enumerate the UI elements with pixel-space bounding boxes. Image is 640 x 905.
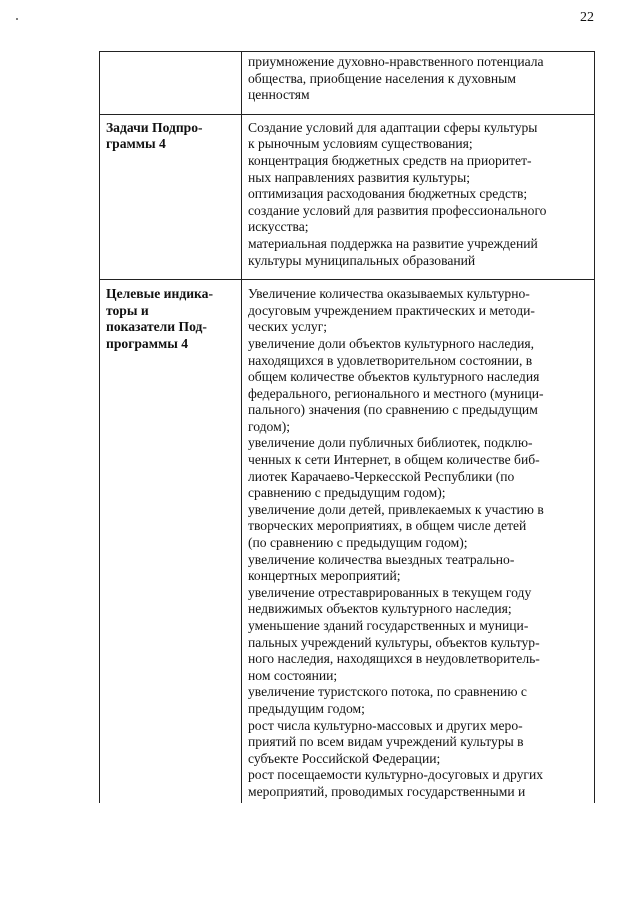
text-line: пальных учреждений культуры, объектов культур- [248, 634, 540, 650]
text-line: культуры муниципальных образований [248, 252, 476, 268]
text-line: общества, приобщение населения к духовным [248, 70, 516, 86]
text-line: сравнению с предыдущим годом); [248, 485, 446, 501]
label-line: показатели Под- [106, 319, 207, 335]
text-line: мероприятий, проводимых государственными и [248, 783, 526, 799]
text-line: Увеличение количества оказываемых культурно- [248, 286, 530, 302]
row-label-tasks [100, 114, 242, 279]
text-line: ных направлениях развития культуры; [248, 169, 470, 185]
text-line: пального) значения (по сравнению с предыдущим [248, 402, 538, 418]
text-line: увеличение количества выездных театрально- [248, 551, 515, 567]
text-line: находящихся в удовлетворительном состоянии, в [248, 352, 533, 368]
text-line: общем количестве объектов культурного наследия [248, 369, 540, 385]
text-line: ном состоянии; [248, 667, 338, 683]
text-line: увеличение доли объектов культурного наследия, [248, 335, 535, 351]
row-label-indicators [100, 280, 242, 803]
row-content-indicators [242, 280, 595, 803]
scan-speck [16, 18, 18, 20]
text-line: ного наследия, находящихся в неудовлетворитель- [248, 651, 540, 667]
subprogram-passport-table [99, 51, 595, 803]
text-line: увеличение отреставрированных в текущем году [248, 584, 532, 600]
table-row [100, 280, 595, 803]
label-line: торы и [106, 302, 149, 318]
text-line: федерального, регионального и местного (муници- [248, 385, 544, 401]
text-line: искусства; [248, 219, 309, 235]
text-line: оптимизация расходования бюджетных средств; [248, 186, 528, 202]
text-line: субъекте Российской Федерации; [248, 750, 441, 766]
text-line: рост посещаемости культурно-досуговых и других [248, 767, 544, 783]
text-line: увеличение туристского потока, по сравнению с [248, 684, 527, 700]
text-line: к рыночным условиям существования; [248, 136, 473, 152]
text-line: ценностям [248, 87, 310, 103]
text-line: (по сравнению с предыдущим годом); [248, 535, 468, 551]
text-line: предыдущим годом; [248, 700, 365, 716]
text-line: уменьшение зданий государственных и муници- [248, 618, 529, 633]
text-line: годом); [248, 418, 291, 434]
row-content [242, 52, 595, 115]
row-content-tasks [242, 114, 595, 279]
text-line: творческих мероприятиях, в общем числе детей [248, 518, 527, 534]
label-line: Задачи Подпро- [106, 119, 203, 135]
row-label-empty [100, 52, 242, 115]
text-line: увеличение доли детей, привлекаемых к участию в [248, 501, 544, 517]
label-line: программы 4 [106, 335, 189, 351]
text-line: приятий по всем видам учреждений культуры в [248, 734, 524, 750]
text-line: досуговым учреждением практических и методи- [248, 302, 535, 318]
text-line: создание условий для развития профессионального [248, 202, 547, 218]
text-line: материальная поддержка на развитие учреждений [248, 235, 538, 251]
page-number: 22 [580, 10, 594, 25]
text-line: концертных мероприятий; [248, 568, 401, 584]
text-line: ченных к сети Интернет, в общем количестве биб- [248, 452, 540, 468]
text-line: лиотек Карачаево-Черкесской Республики (по [248, 468, 515, 484]
text-line: Создание условий для адаптации сферы культуры [248, 119, 538, 135]
text-line: приумножение духовно-нравственного потенциала [248, 54, 544, 69]
text-line: ческих услуг; [248, 319, 328, 335]
table-row [100, 114, 595, 279]
text-line: недвижимых объектов культурного наследия; [248, 601, 512, 617]
label-line: граммы 4 [106, 136, 166, 152]
text-line: рост числа культурно-массовых и других меро- [248, 717, 523, 733]
label-line: Целевые индика- [106, 286, 213, 302]
text-line: концентрация бюджетных средств на приоритет- [248, 152, 532, 168]
table-row [100, 52, 595, 115]
text-line: увеличение доли публичных библиотек, подклю- [248, 435, 533, 451]
